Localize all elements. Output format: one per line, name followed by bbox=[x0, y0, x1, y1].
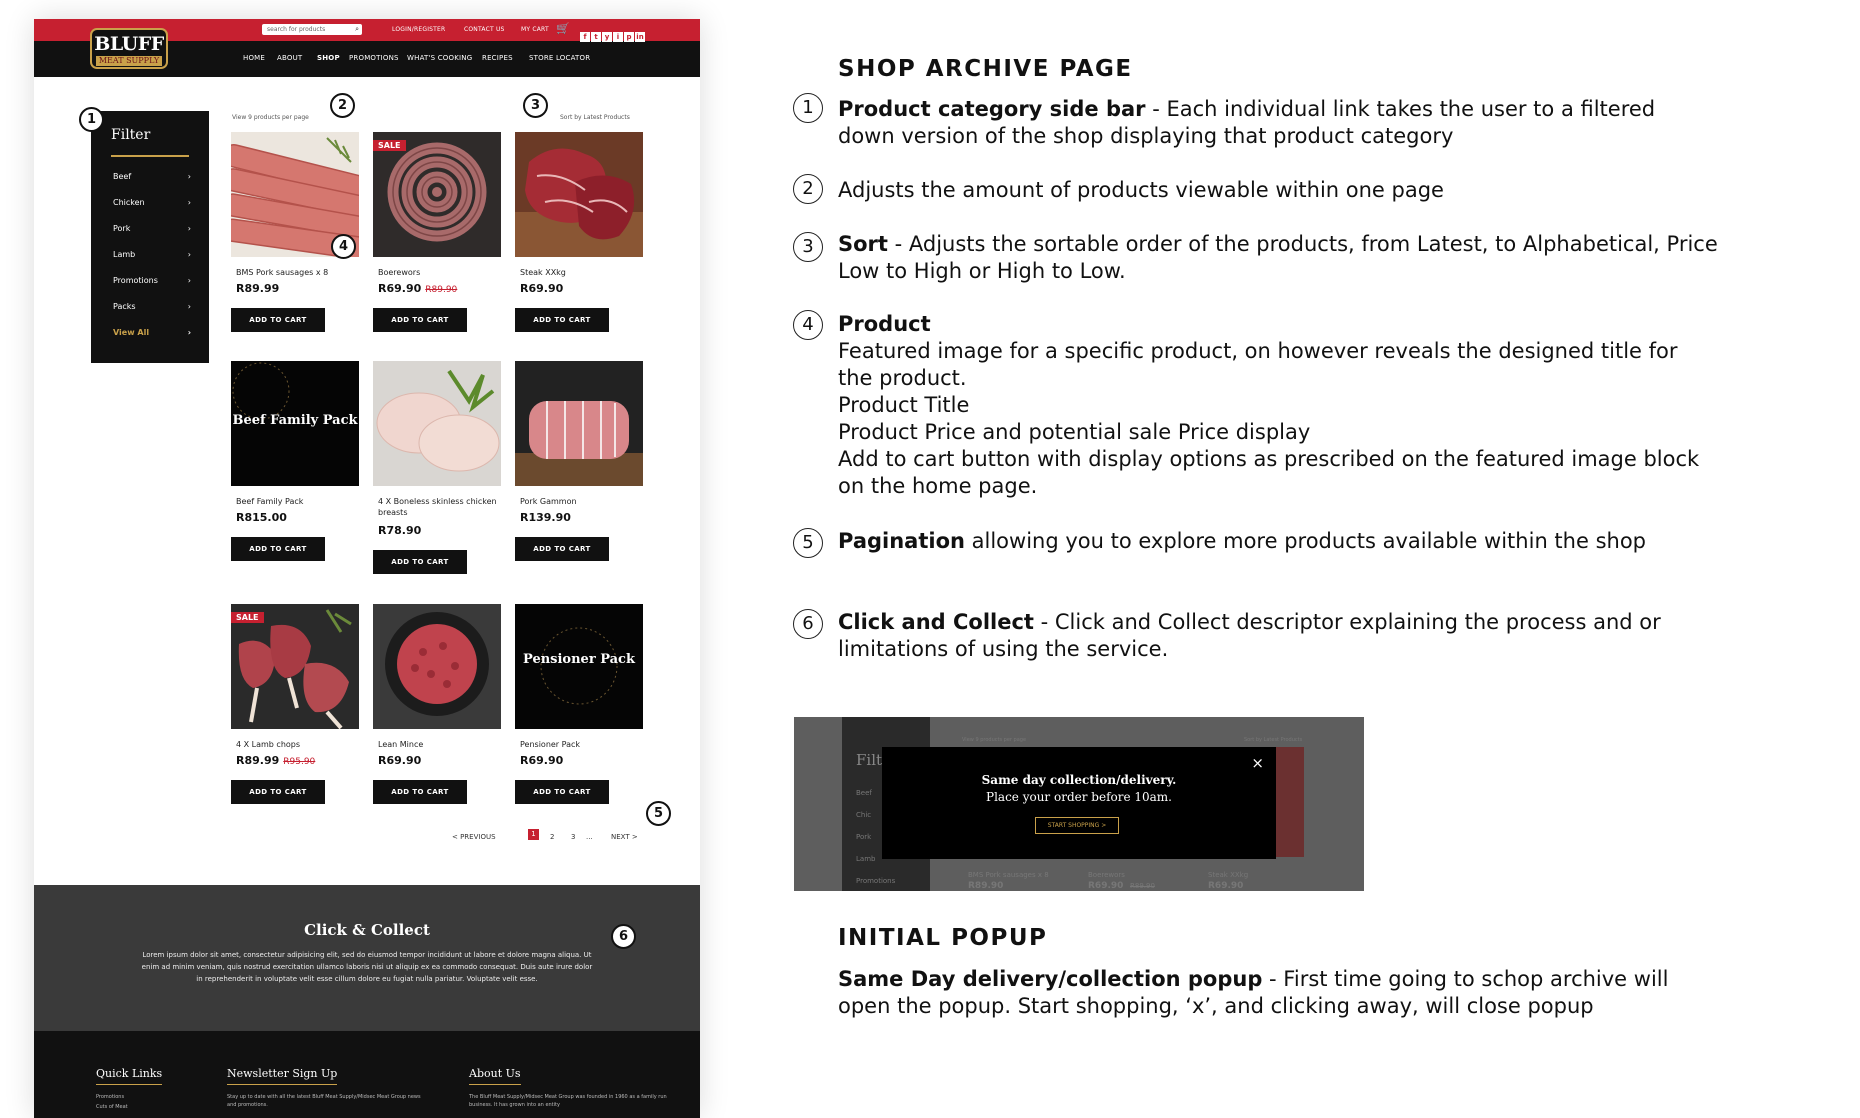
price-value: R69.90 bbox=[520, 282, 564, 295]
product-price bbox=[236, 282, 279, 295]
popup-bg-title: Boerewors bbox=[1088, 871, 1125, 879]
popup-bg-per-page: View 9 products per page bbox=[962, 737, 1027, 743]
product-image[interactable] bbox=[515, 361, 643, 486]
product-image[interactable] bbox=[231, 604, 359, 729]
product-card[interactable] bbox=[373, 361, 501, 571]
annotation-marker: 5 bbox=[646, 801, 671, 826]
pack-label: Pensioner Pack bbox=[523, 652, 635, 667]
product-price bbox=[520, 282, 563, 295]
click-collect-section bbox=[34, 885, 700, 1031]
product-image[interactable] bbox=[373, 604, 501, 729]
filter-item-lamb[interactable] bbox=[113, 250, 191, 259]
nav-promotions[interactable]: PROMOTIONS bbox=[349, 54, 399, 62]
product-title[interactable]: Pork Gammon bbox=[520, 497, 577, 506]
chevron-right-icon: › bbox=[187, 198, 191, 207]
old-price: R89.90 bbox=[425, 285, 458, 295]
search-input[interactable] bbox=[262, 24, 362, 35]
annotation-number: 2 bbox=[793, 174, 823, 204]
footer-about-heading: About Us bbox=[469, 1067, 521, 1085]
popup-bg-filter-item: Beef bbox=[856, 789, 872, 797]
annotation-title: Same Day delivery/collection popup bbox=[838, 967, 1263, 991]
annotation-text bbox=[838, 96, 1718, 150]
filter-item-label: View All bbox=[113, 328, 150, 337]
add-to-cart-button[interactable]: ADD TO CART bbox=[231, 780, 325, 804]
logo-subtext: MEAT SUPPLY bbox=[96, 56, 162, 66]
add-to-cart-button[interactable]: ADD TO CART bbox=[231, 537, 325, 561]
add-to-cart-button[interactable]: ADD TO CART bbox=[515, 308, 609, 332]
popup-preview bbox=[794, 717, 1364, 891]
close-icon[interactable]: × bbox=[1251, 754, 1264, 772]
nav-recipes[interactable]: RECIPES bbox=[482, 54, 513, 62]
filter-item-chicken[interactable] bbox=[113, 198, 191, 207]
site-footer bbox=[34, 1031, 700, 1118]
linkedin-icon[interactable]: in bbox=[636, 33, 644, 41]
facebook-icon[interactable]: f bbox=[580, 32, 590, 42]
product-price bbox=[378, 282, 457, 295]
price-value: R89.99 bbox=[236, 282, 280, 295]
twitter-icon[interactable]: t bbox=[591, 32, 601, 42]
chevron-right-icon: › bbox=[187, 302, 191, 311]
popup-bg-old-price: R89.90 bbox=[1130, 882, 1155, 890]
filter-item-label: Promotions bbox=[113, 276, 158, 285]
annotation-marker: 3 bbox=[523, 93, 548, 118]
sale-badge: SALE bbox=[373, 140, 406, 151]
shop-mockup bbox=[34, 19, 700, 1118]
annotation-desc: allowing you to explore more products available within the shop bbox=[964, 529, 1646, 553]
pagination-page[interactable]: 2 bbox=[550, 833, 555, 841]
filter-item-label: Beef bbox=[113, 172, 132, 181]
section-heading: SHOP ARCHIVE PAGE bbox=[838, 56, 1133, 82]
product-price bbox=[378, 754, 421, 767]
search-icon[interactable]: ⌕ bbox=[355, 25, 359, 33]
annotation-number: 3 bbox=[793, 232, 823, 262]
filter-item-packs[interactable] bbox=[113, 302, 191, 311]
cart-icon[interactable]: 🛒 bbox=[556, 22, 570, 35]
login-link[interactable]: LOGIN/REGISTER bbox=[392, 26, 446, 33]
product-card[interactable] bbox=[515, 604, 643, 804]
filter-item-view-all[interactable] bbox=[113, 328, 191, 337]
annotation-text bbox=[838, 177, 1718, 204]
chevron-right-icon: › bbox=[187, 276, 191, 285]
product-title[interactable]: 4 X Lamb chops bbox=[236, 740, 301, 749]
footer-newsletter-text: Stay up to date with all the latest Bluff Meat Supply/Midsec Meat Group news and promotions. bbox=[227, 1094, 421, 1108]
popup-bg-title: BMS Pork sausages x 8 bbox=[968, 871, 1049, 879]
annotation-number: 4 bbox=[793, 310, 823, 340]
product-image[interactable] bbox=[231, 361, 359, 486]
popup-bg-title: Steak XXkg bbox=[1208, 871, 1249, 879]
annotation-marker: 6 bbox=[611, 924, 636, 949]
instagram-icon[interactable]: i bbox=[613, 32, 623, 42]
filter-item-pork[interactable] bbox=[113, 224, 191, 233]
popup-bg-filter-item: Chic bbox=[856, 811, 872, 819]
annotation-text bbox=[838, 528, 1718, 555]
product-image[interactable] bbox=[373, 132, 501, 257]
product-price bbox=[236, 754, 315, 767]
site-header bbox=[34, 19, 700, 77]
chevron-right-icon: › bbox=[187, 328, 191, 337]
annotation-number: 6 bbox=[793, 609, 823, 639]
nav-about[interactable]: ABOUT bbox=[277, 54, 303, 62]
filter-sidebar bbox=[91, 111, 209, 363]
footer-link[interactable]: Cuts of Meat bbox=[96, 1104, 128, 1110]
product-price bbox=[520, 754, 563, 767]
annotation-number: 1 bbox=[793, 93, 823, 123]
logo-text: BLUFF bbox=[94, 33, 164, 55]
footer-newsletter-heading: Newsletter Sign Up bbox=[227, 1067, 337, 1085]
click-collect-body: Lorem ipsum dolor sit amet, consectetur adipisicing elit, sed do eiusmod tempor incididunt ut labore et dolore magna aliqua. Ut enim ad minim veniam, quis nostrud exercitation ullamco laboris nisi ut aliquip ex ea commodo consequat. Duis aute irure dolor in reprehenderit in voluptate velit esse cillum dolore eu fugiat nulla pariatur. Voluptate velit esse. bbox=[141, 951, 593, 983]
annotation-text bbox=[838, 231, 1718, 285]
annotation-desc: - First time going to schop archive will open the popup. Start shopping, ‘x’, and clicking away, will close popup bbox=[838, 967, 1669, 1018]
pagination-next[interactable]: NEXT > bbox=[611, 833, 638, 841]
product-price bbox=[236, 511, 287, 524]
old-price: R95.90 bbox=[283, 757, 316, 767]
annotation-title: Pagination bbox=[838, 529, 965, 553]
nav-store-locator[interactable]: STORE LOCATOR bbox=[529, 54, 591, 62]
annotation-desc: - Adjusts the sortable order of the products, from Latest, to Alphabetical, Price Low to High or High to Low. bbox=[838, 232, 1718, 283]
per-page-control[interactable]: View 9 products per page bbox=[232, 114, 309, 121]
product-card[interactable] bbox=[373, 604, 501, 804]
annotation-desc: Adjusts the amount of products viewable within one page bbox=[838, 178, 1444, 202]
delivery-popup bbox=[882, 747, 1276, 859]
filter-title: Filter bbox=[111, 127, 151, 143]
product-image[interactable] bbox=[515, 604, 643, 729]
annotation-desc: Product Price and potential sale Price display bbox=[838, 420, 1311, 444]
popup-bg-price: R89.90 bbox=[968, 881, 1004, 891]
product-title[interactable]: 4 X Boneless skinless chicken breasts bbox=[378, 497, 497, 517]
pinterest-icon[interactable]: p bbox=[624, 32, 634, 42]
filter-item-promotions[interactable] bbox=[113, 276, 191, 285]
popup-annotation-text bbox=[838, 966, 1718, 1020]
chevron-right-icon: › bbox=[187, 250, 191, 259]
site-logo[interactable] bbox=[90, 28, 168, 69]
pagination-previous[interactable]: < PREVIOUS bbox=[452, 833, 496, 841]
price-value: R69.90 bbox=[520, 754, 564, 767]
annotation-title: Sort bbox=[838, 232, 888, 256]
product-price bbox=[378, 524, 421, 537]
annotation-text bbox=[838, 609, 1718, 663]
price-value: R78.90 bbox=[378, 524, 422, 537]
annotation-title: Product bbox=[838, 312, 931, 336]
product-card[interactable] bbox=[515, 361, 643, 571]
product-title[interactable]: Beef Family Pack bbox=[236, 497, 304, 506]
popup-bg-price: R69.90 bbox=[1088, 881, 1124, 891]
popup-bg-price: R69.90 bbox=[1208, 881, 1244, 891]
popup-bg-filter-item: Promotions bbox=[856, 877, 896, 885]
contact-link[interactable]: CONTACT US bbox=[464, 26, 505, 33]
annotation-desc: - Each individual link takes the user to a filtered down version of the shop displaying that product category bbox=[838, 97, 1656, 148]
filter-item-beef[interactable] bbox=[113, 172, 191, 181]
pack-label: Beef Family Pack bbox=[232, 413, 358, 428]
product-title[interactable]: Boerewors bbox=[378, 268, 421, 277]
filter-item-label: Chicken bbox=[113, 198, 145, 207]
click-collect-title: Click & Collect bbox=[304, 921, 430, 939]
popup-bg-filter-item: Pork bbox=[856, 833, 872, 841]
pagination-page[interactable]: 3 bbox=[571, 833, 576, 841]
popup-bg-filter-item: Lamb bbox=[856, 855, 876, 863]
footer-about-text: The Bluff Meat Supply/Midsec Meat Group was founded in 1960 as a family run business. It has grown into an entity bbox=[469, 1094, 667, 1108]
product-title[interactable]: BMS Pork sausages x 8 bbox=[236, 268, 329, 277]
social-links bbox=[580, 24, 646, 41]
filter-divider bbox=[111, 155, 189, 157]
nav-home[interactable]: HOME bbox=[243, 54, 266, 62]
add-to-cart-button[interactable]: ADD TO CART bbox=[373, 550, 467, 574]
product-title[interactable]: Steak XXkg bbox=[520, 268, 566, 277]
cart-link[interactable]: MY CART bbox=[521, 26, 549, 33]
annotation-text bbox=[838, 311, 1718, 500]
pagination-page-current[interactable]: 1 bbox=[528, 829, 539, 840]
annotation-number: 5 bbox=[793, 528, 823, 558]
nav-shop[interactable]: SHOP bbox=[317, 54, 340, 62]
annotation-desc: Add to cart button with display options as prescribed on the featured image block on the home page. bbox=[838, 447, 1700, 498]
filter-item-label: Packs bbox=[113, 302, 136, 311]
popup-subline: Place your order before 10am. bbox=[986, 790, 1172, 804]
product-card[interactable] bbox=[373, 132, 501, 332]
price-value: R139.90 bbox=[520, 511, 571, 524]
popup-headline: Same day collection/delivery. bbox=[981, 773, 1177, 787]
product-image[interactable] bbox=[515, 132, 643, 257]
annotation-title: Click and Collect bbox=[838, 610, 1034, 634]
price-value: R89.99 bbox=[236, 754, 280, 767]
price-value: R815.00 bbox=[236, 511, 287, 524]
footer-quick-links-heading: Quick Links bbox=[96, 1067, 162, 1085]
price-value: R69.90 bbox=[378, 754, 422, 767]
annotation-desc: - Click and Collect descriptor explaining the process and or limitations of using the service. bbox=[838, 610, 1661, 661]
annotation-title: Product category side bar bbox=[838, 97, 1146, 121]
steak-image bbox=[515, 132, 643, 257]
annotation-marker: 2 bbox=[330, 93, 355, 118]
pagination-ellipsis: ... bbox=[586, 833, 593, 841]
youtube-icon[interactable]: y bbox=[602, 32, 612, 42]
product-card[interactable] bbox=[231, 132, 359, 332]
popup-section-heading: INITIAL POPUP bbox=[838, 925, 1048, 951]
nav-whats-cooking[interactable]: WHAT'S COOKING bbox=[407, 54, 473, 62]
mince-image bbox=[373, 604, 501, 729]
product-title[interactable]: Pensioner Pack bbox=[520, 740, 581, 749]
search-placeholder: search for products bbox=[267, 26, 326, 33]
price-value: R69.90 bbox=[378, 282, 422, 295]
add-to-cart-button[interactable]: ADD TO CART bbox=[373, 308, 467, 332]
product-title[interactable]: Lean Mince bbox=[378, 740, 424, 749]
annotation-desc: Featured image for a specific product, on however reveals the designed title for the product. bbox=[838, 339, 1678, 390]
popup-bg-filter-title: Filt bbox=[856, 751, 883, 769]
product-card[interactable] bbox=[231, 361, 359, 571]
start-shopping-button[interactable]: START SHOPPING > bbox=[1035, 817, 1119, 834]
product-image[interactable] bbox=[373, 361, 501, 486]
chevron-right-icon: › bbox=[187, 224, 191, 233]
filter-item-label: Pork bbox=[113, 224, 131, 233]
add-to-cart-button[interactable]: ADD TO CART bbox=[515, 780, 609, 804]
filter-item-label: Lamb bbox=[113, 250, 136, 259]
product-price bbox=[520, 511, 571, 524]
chevron-right-icon: › bbox=[187, 172, 191, 181]
annotation-marker: 1 bbox=[79, 107, 104, 132]
chicken-image bbox=[373, 361, 501, 486]
sort-control[interactable]: Sort by Latest Products bbox=[560, 114, 630, 121]
gammon-image bbox=[515, 361, 643, 486]
product-card[interactable] bbox=[231, 604, 359, 804]
annotation-marker: 4 bbox=[331, 234, 356, 259]
footer-link[interactable]: Promotions bbox=[96, 1094, 125, 1100]
sale-badge: SALE bbox=[231, 612, 264, 623]
popup-bg-sort: Sort by Latest Products bbox=[1244, 737, 1303, 743]
add-to-cart-button[interactable]: ADD TO CART bbox=[231, 308, 325, 332]
annotation-desc: Product Title bbox=[838, 393, 970, 417]
add-to-cart-button[interactable]: ADD TO CART bbox=[515, 537, 609, 561]
add-to-cart-button[interactable]: ADD TO CART bbox=[373, 780, 467, 804]
product-card[interactable] bbox=[515, 132, 643, 332]
